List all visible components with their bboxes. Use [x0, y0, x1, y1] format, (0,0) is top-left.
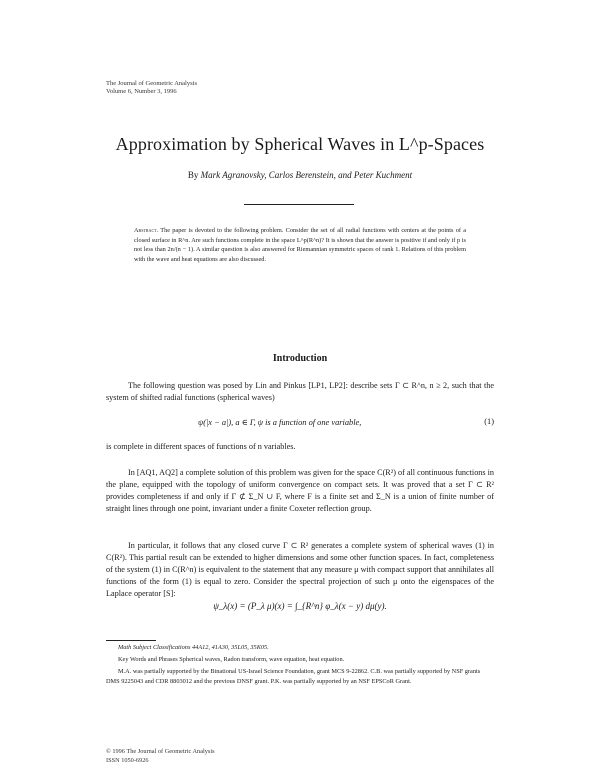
author-names: Mark Agranovsky, Carlos Berenstein, and Peter Kuchment — [200, 170, 413, 180]
author-line — [0, 170, 600, 180]
paragraph-3: In [AQ1, AQ2] a complete solution of this problem was given for the space C(R²) of all continuous functions in the plane, equipped with the topology of uniform convergence on compact sets. It was proved that a set Γ ⊂ R² provides completeness if and only if Γ ⊄ Σ_N ∪ F, where F is a finite set and Σ_N is a union of finite number of straight lines through one point, invariant under a finite Coxeter reflection group. — [106, 468, 494, 513]
paragraph-2: is complete in different spaces of functions of n variables. — [106, 442, 296, 451]
equation-1: ψ(|x − a|), a ∈ Γ, ψ is a function of one variable, — [198, 418, 362, 427]
section-heading: Introduction — [272, 353, 328, 364]
equation-1-number: (1) — [484, 417, 494, 426]
journal-header — [106, 80, 197, 96]
equation-2: ψ_λ(x) = (P_λ μ)(x) = ∫_{R^n} φ_λ(x − y) dμ(y). — [213, 601, 387, 611]
paragraph-1: The following question was posed by Lin and Pinkus [LP1, LP2]: describe sets Γ ⊂ R^n, n ≥ 2, such that the system of shifted radial functions (spherical waves) — [106, 381, 494, 402]
footnote-msc: Math Subject Classifications 44A12, 41A30, 35L05, 35K05. — [118, 644, 269, 651]
paper-title: Approximation by Spherical Waves in L^p-Spaces — [115, 134, 485, 154]
footnote-keywords: Key Words and Phrases Spherical waves, Radon transform, wave equation, heat equation. — [118, 656, 345, 663]
issn-line: ISSN 1050-6926 — [106, 756, 149, 764]
abstract-label: Abstract. — [134, 227, 159, 234]
footnote-support: M.A. was partially supported by the Binational US-Israel Science Foundation, grant MCS 9-22862. C.B. was partially supported by NSF grants DMS 9225043 and CDR 8803012 and the previous DNSF grant. P.K. was partially supported by an NSF EPSCoR Grant. — [106, 668, 481, 685]
abstract — [134, 226, 466, 264]
footnote-divider — [106, 640, 156, 641]
title-divider — [244, 204, 354, 205]
abstract-text: The paper is devoted to the following problem. Consider the set of all radial functions with centers at the points of a closed surface in R^n. Are such functions complete in the space L^p(R^n)? It is shown that the answer is positive if and only if p is not less than 2n/(n − 1). A similar question is also answered for Riemannian symmetric spaces of rank 1. Relations of this problem with the wave and heat equations are also discussed. — [134, 227, 467, 263]
journal-name: The Journal of Geometric Analysis — [106, 80, 197, 87]
paragraph-4: In particular, it follows that any closed curve Γ ⊂ R² generates a complete system of spherical waves (1) in C(R²). This partial result can be extended to higher dimensions and some other function spaces. In fact, completeness of the system (1) in C(R^n) is equivalent to the statement that any measure μ with compact support that annihilates all functions of the form (1) is equal to zero. Consider the spectral projection of such μ onto the eigenspaces of the Laplace operator [S]: — [106, 541, 494, 598]
copyright-line: © 1996 The Journal of Geometric Analysis — [106, 748, 215, 755]
copyright-notice — [106, 748, 215, 765]
by-label: By — [187, 170, 199, 180]
journal-volume: Volume 6, Number 3, 1996 — [106, 88, 177, 95]
